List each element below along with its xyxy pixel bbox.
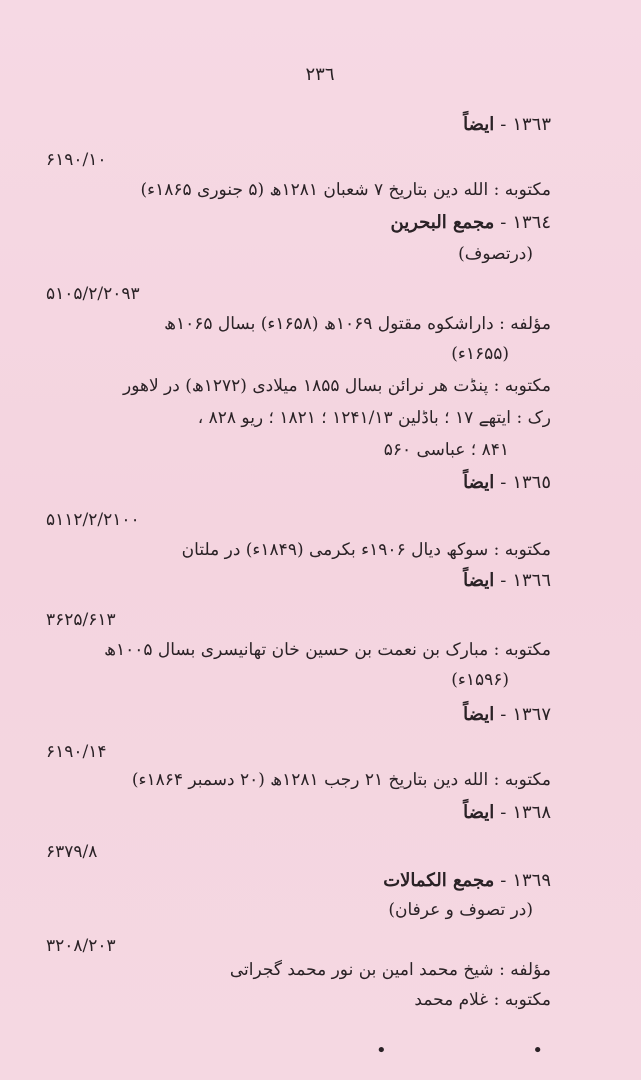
entry-heading-1365: ١٣٦٥-ایضاً xyxy=(463,472,551,493)
entry-heading-1364: ١٣٦٤-مجمع البحرین xyxy=(390,212,551,233)
entry-heading-1363: ١٣٦٣-ایضاً xyxy=(463,114,551,135)
shelf-reference: ۵۱۱۲/۲/۲۱۰۰ xyxy=(46,510,140,530)
entry-title: ایضاً xyxy=(463,570,495,591)
shelf-reference: ۳۲۰۸/۲۰۳ xyxy=(46,936,116,956)
page-number: ۲۳٦ xyxy=(305,64,335,85)
entry-title: ایضاً xyxy=(463,802,495,823)
entry-title: مجمع البحرین xyxy=(390,212,495,233)
shelf-reference: ۵۱۰۵/۲/۲۰۹۳ xyxy=(46,284,140,304)
copyist-line-continued: (۱۵۹۶ء) xyxy=(451,670,509,690)
entry-number: ١٣٦٣ xyxy=(512,114,551,135)
entry-heading-1367: ١٣٦٧-ایضاً xyxy=(463,704,551,725)
copyist-line: مکتوبه : پنڈت هر نرائن بسال ۱۸۵۵ میلادی (۱۲۷۲ھ) در لاهور xyxy=(123,376,551,396)
entry-subject: (درتصوف) xyxy=(458,244,533,264)
copyist-line: مکتوبه : الله دین بتاریخ ۷ شعبان ۱۲۸۱ھ (۵ جنوری ۱۸۶۵ء) xyxy=(140,180,551,200)
entry-title: ایضاً xyxy=(463,704,495,725)
shelf-reference: ۶۱۹۰/۱۰ xyxy=(46,150,107,170)
copyist-line: مکتوبه : مبارک بن نعمت بن حسین خان تھانیسری بسال ۱۰۰۵ھ xyxy=(104,640,551,660)
author-line-continued: (۱۶۵۵ء) xyxy=(451,344,509,364)
entry-number: ١٣٦٨ xyxy=(512,802,551,823)
shelf-reference: ۶۳۷۹/۸ xyxy=(46,842,98,862)
shelf-reference: ۶۱۹۰/۱۴ xyxy=(46,742,107,762)
entry-title: مجمع الکمالات xyxy=(383,870,495,891)
entry-heading-1369: ١٣٦٩-مجمع الکمالات xyxy=(383,870,551,891)
entry-title: ایضاً xyxy=(463,472,495,493)
copyist-line: مکتوبه : الله دین بتاریخ ۲۱ رجب ۱۲۸۱ھ (۲۰ دسمبر ۱۸۶۴ء) xyxy=(131,770,551,790)
entry-title: ایضاً xyxy=(463,114,495,135)
entry-subject: (در تصوف و عرفان) xyxy=(388,900,533,920)
shelf-reference: ۳۶۲۵/۶۱۳ xyxy=(46,610,116,630)
references-line-continued: ۸۴۱ ؛ عباسی ۵۶۰ xyxy=(383,440,509,460)
author-line: مؤلفه : داراشکوه مقتول ۱۰۶۹ھ (۱۶۵۸ء) بسال ۱۰۶۵ھ xyxy=(164,314,551,334)
entry-number: ١٣٦٧ xyxy=(512,704,551,725)
copyist-line: مکتوبه : غلام محمد xyxy=(414,990,551,1010)
entry-number: ١٣٦٤ xyxy=(512,212,551,233)
author-line: مؤلفه : شیخ محمد امین بن نور محمد گجراتی xyxy=(229,960,551,980)
entry-number: ١٣٦٩ xyxy=(512,870,551,891)
references-line: رک : ایتھے ۱۷ ؛ باڈلین ۱۲۴۱/۱۳ ؛ ۱۸۲۱ ؛ ریو ۸۲۸ ، xyxy=(197,408,551,428)
entry-number: ١٣٦٦ xyxy=(512,570,551,591)
copyist-line: مکتوبه : سوکھ دیال ۱۹۰۶ء بکرمی (۱۸۴۹ء) در ملتان xyxy=(181,540,551,560)
entry-heading-1368: ١٣٦٨-ایضاً xyxy=(463,802,551,823)
entry-number: ١٣٦٥ xyxy=(512,472,551,493)
entry-heading-1366: ١٣٦٦-ایضاً xyxy=(463,570,551,591)
footer-dots: • • xyxy=(376,1040,613,1061)
